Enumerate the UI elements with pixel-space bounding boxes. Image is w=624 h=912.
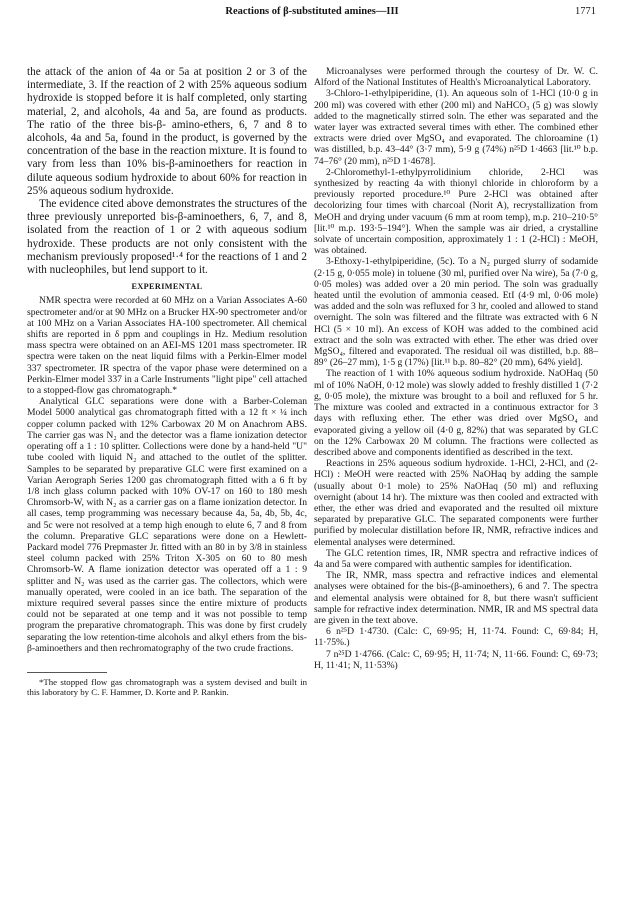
spectra-paragraph: The IR, NMR, mass spectra and refractive indices and elemental analyses were obtained for the bis-(β-aminoethers), 6 and 7. The spectra and elemental analysis were obtained for 8, but there wasn't sufficient sample for refractive index determination. NMR, IR and MS spectral data are given in the text above. (314, 570, 598, 626)
compound-5c-paragraph: 3-Ethoxy-1-ethylpiperidine, (5c). To a N₂ purged slurry of sodamide (2·15 g, 0·055 mole) in toluene (30 ml, purified over Na wire), 5a (7·0 g, 0·05 moles) was added over a 20 min period. The soln was gradually heated until the evolution of ammonia ceased. EtI (4·9 ml, 0·06 mole) was added and the soln was refluxed for 3 hr, cooled and allowed to stand overnight. The soln was filtered and the filtrate was extracted with 6 N HCl (5 × 10 ml). An excess of KOH was added to the combined acid extract and the soln was extracted with ether. The ether was dried over MgSO₄, filtered and evaporated. The residual oil was distilled, b.p. 88–89° (26–27 mm), 1·5 g (17%) [lit.¹¹ b.p. 80–82° (20 mm), 64% yield]. (314, 256, 598, 369)
running-title: Reactions of β-substituted amines—III (225, 6, 399, 17)
footnote-divider (27, 672, 107, 673)
reaction-25-percent-paragraph: Reactions in 25% aqueous sodium hydroxide. 1-HCl, 2-HCl, and (2-HCl) : MeOH were reacted with 25% NaOHaq by adding the sample (usually about 0·1 mole) to 25% NaOHaq (50 ml) and refluxing overnight (about 14 hr). The mixture was then cooled and extracted with ether, the ether was dried and evaporated and the resulted oil mixture separated by preparative GLC. The separated components were further purified by molecular distillation before IR, NMR, refractive indices and elemental analyses were determined. (314, 458, 598, 548)
intro-paragraph-1: the attack of the anion of 4a or 5a at position 2 or 3 of the intermediate, 3. If the reaction of 2 with 25% aqueous sodium hydroxide is stopped before it is half completed, only starting material, 2, and alcohols, 4a and 5a, are found as products. The ratio of the three bis-β- amino-ethers, 6, 7 and 8 to alcohols, 4a and 5a, found in the product, is governed by the concentration of the base in the reaction mixture. It is found to vary from less than 10% bis-β-aminoethers for reaction in dilute aqueous sodium hydroxide to about 60% for reaction in 25% aqueous sodium hydroxide. (27, 66, 307, 197)
experimental-paragraph-2: Analytical GLC separations were done with a Barber-Coleman Model 5000 analytical gas chromatograph fitted with a 12 ft × ¼ inch copper column packed with 12% Carbowax 20 M on Anachrom ABS. The carrier gas was N₂ and the detector was a flame ionization detector operating off a 1 : 10 splitter. Collections were done by a hand-held "U" tube cooled with liquid N₂ and attached to the outlet of the splitter. Samples to be separated by preparative GLC were first examined on a Varian Aerograph Series 1200 gas chromatograph fitted with a 6 ft by 1/8 inch glass column packed with 10% OV-17 on 160 to 180 mesh Chromsorb-W, with N₂ as a carrier gas on a flame ionization detector. In all cases, temp programming was necessary because 4a, 5a, 4b, 5b, 4c, and 5c were not resolved at a temp high enough to elute 6, 7 and 8 from the column. Preparative GLC separations were done on a Hewlett-Packard model 776 Prepmaster Jr. fitted with an 80 in by 3/8 in stainless steel column packed with 25% Triton X-305 on 60 to 80 mesh Chromsorb-W. A flame ionization detector was operated off a 1 : 9 splitter and N₂ was used as the carrier gas. The collectors, which were manually operated, were cooled in an ice bath. The separation of the mixture required several passes since the entire mixture of products could not be separated at one temp and it was not possible to temp program the preparative chromatograph. This was done by first crudely separating the low retention-time alcohols and alkyl ethers from the bis-β-aminoethers and then rechromatography of the two crude fractions. (27, 396, 307, 654)
left-column (27, 66, 307, 698)
reaction-10-percent-paragraph: The reaction of 1 with 10% aqueous sodium hydroxide. NaOHaq (50 ml of 10% NaOH, 0·12 mole) was slowly added to freshly distilled 1 (7·2 g, 0·05 mole), the mixture was brought to a boil and refluxed for 5 hr. The mixture was cooled and extracted in a continuous extractor for 3 days with refluxing ether. The ether was dried over MgSO₄ and evaporated giving a yellow oil (4·0 g, 82%) that was separated by GLC on the 12% Carbowax 20 M column. The fractions were collected as described above and components identified as described in the text. (314, 368, 598, 458)
analysis-7-line: 7 n²⁵D 1·4766. (Calc: C, 69·95; H, 11·74; N, 11·66. Found: C, 69·73; H, 11·41; N, 11·53%) (314, 648, 598, 671)
page-number: 1771 (575, 6, 596, 17)
running-header (28, 6, 596, 20)
analysis-6-line: 6 n²⁵D 1·4730. (Calc: C, 69·95; H, 11·74. Found: C, 69·84; H, 11·75%.) (314, 626, 598, 649)
microanalysis-paragraph: Microanalyses were performed through the courtesy of Dr. W. C. Alford of the National Institutes of Health's Microanalytical Laboratory. (314, 66, 598, 89)
experimental-paragraph-1: NMR spectra were recorded at 60 MHz on a Varian Associates A-60 spectrometer and/or at 90 MHz on a Brucker HX-90 spectrometer and/or at 100 MHz on a Varian Associates HA-100 spectrometer. All chemical shifts are reported in δ ppm and couplings in Hz. Medium resolution mass spectra were obtained on an AEI-MS 1201 mass spectrometer. IR spectra were taken on the neat liquid films with a Perkin-Elmer model 337 spectrometer. IR spectra of the vapor phase were determined on a Perkin-Elmer model 337 in a Carle Instruments "light pipe" cell attached to a stopped-flow gas chromatograph.* (27, 295, 307, 397)
compound-2-paragraph: 2-Chloromethyl-1-ethylpyrrolidinium chloride, 2-HCl was synthesized by reacting 4a with thionyl chloride in chloroform by a previously reported procedure.¹⁰ Pure 2-HCl was obtained after decolorizing four times with charcoal (Norit A), recrystallization from MeOH and drying under vacuum (6 mm at room temp), m.p. 210–210·5° [lit.¹⁰ m.p. 193·5–194°]. When the sample was air dried, a crystalline solvate of uncertain composition, approximately 1 : 1 (2-HCl) : MeOH, was obtained. (314, 166, 598, 257)
compound-1-paragraph: 3-Chloro-1-ethylpiperidine, (1). An aqueous soln of 1-HCl (10·0 g in 200 ml) was covered with ether (200 ml) and NaHCO₃ (5 g) was slowly added to the magnetically stirred soln. The ether was separated and the water layer was extracted several times with ether. The combined ether extracts were dried over MgSO₄ and evaporated. The chloroamine (1) was distilled, b.p. 43–44° (3·7 mm), 5·9 g (74%) n²⁵D 1·4663 [lit.¹⁰ b.p. 74–76° (20 mm), n²⁵D 1·4678]. (314, 88, 598, 167)
right-column (314, 66, 598, 671)
footnote: *The stopped flow gas chromatograph was a system devised and built in this laboratory by C. F. Hammer, D. Korte and P. Rankin. (27, 676, 307, 698)
glc-identification-paragraph: The GLC retention times, IR, NMR spectra and refractive indices of 4a and 5a were compared with authentic samples for identification. (314, 547, 598, 570)
intro-paragraph-2: The evidence cited above demonstrates the structures of the three previously unreported bis-β-aminoethers, 6, 7, and 8, isolated from the reaction of 1 or 2 with aqueous sodium hydroxide. These products are not only consistent with the mechanism previously proposed¹·⁴ for the reactions of 1 and 2 with nucleophiles, but lend support to it. (27, 198, 307, 277)
experimental-heading: EXPERIMENTAL (131, 282, 203, 292)
